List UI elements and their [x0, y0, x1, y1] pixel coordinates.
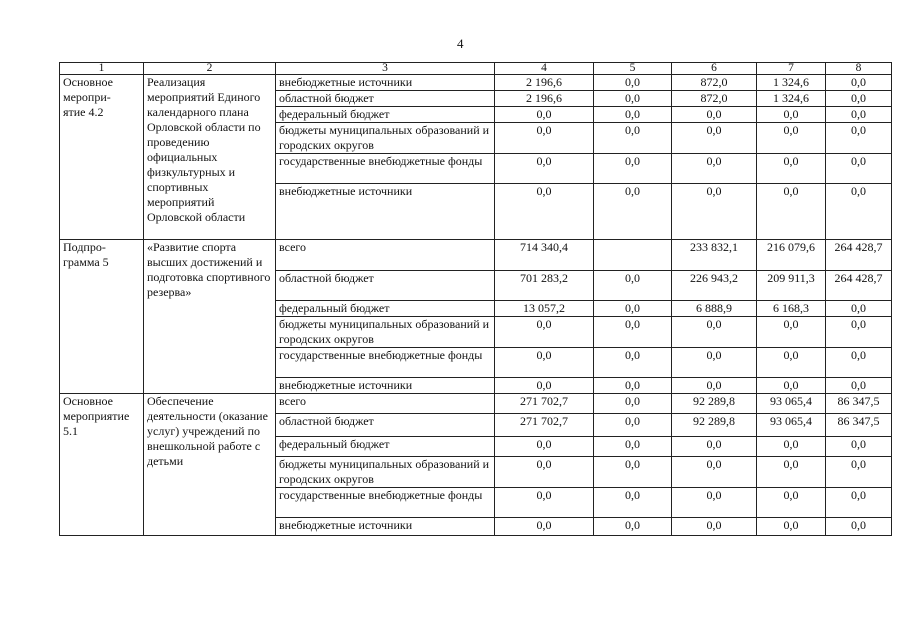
amount-cell: 2 196,6: [495, 91, 594, 107]
amount-cell: 2 196,6: [495, 75, 594, 91]
program-code-line: 5.1: [63, 424, 78, 438]
amount-cell: 0,0: [672, 488, 757, 518]
amount-cell: 0,0: [594, 457, 672, 488]
program-code-cell: [60, 75, 144, 240]
budget-table: [59, 62, 892, 536]
amount-cell: 0,0: [826, 123, 892, 154]
amount-cell: 209 911,3: [757, 271, 826, 301]
program-code-line: Основное: [63, 75, 113, 89]
amount-cell: 0,0: [495, 488, 594, 518]
amount-cell: 0,0: [826, 184, 892, 240]
amount-cell: 0,0: [594, 91, 672, 107]
program-title-cell: Обеспечение деятельности (оказание услуг) учреждений по внешкольной работе с детьми: [144, 394, 276, 536]
amount-cell: 0,0: [594, 154, 672, 184]
amount-cell: 0,0: [594, 378, 672, 394]
amount-cell: 0,0: [826, 75, 892, 91]
program-title-cell: Реализация мероприятий Единого календарного плана Орловской области по проведению официальных физкультурных и спортивных мероприятий Орловской области: [144, 75, 276, 240]
amount-cell: 0,0: [672, 437, 757, 457]
amount-cell: 0,0: [495, 154, 594, 184]
funding-source-cell: внебюджетные источники: [276, 518, 495, 536]
amount-cell: 1 324,6: [757, 75, 826, 91]
amount-cell: 0,0: [672, 184, 757, 240]
column-number: 4: [495, 63, 594, 75]
amount-cell: [594, 240, 672, 271]
amount-cell: 264 428,7: [826, 240, 892, 271]
amount-cell: 0,0: [826, 488, 892, 518]
funding-source-cell: федеральный бюджет: [276, 107, 495, 123]
amount-cell: 0,0: [672, 348, 757, 378]
amount-cell: 0,0: [672, 107, 757, 123]
budget-table-body: [60, 63, 892, 536]
amount-cell: 86 347,5: [826, 394, 892, 414]
amount-cell: 0,0: [594, 317, 672, 348]
amount-cell: 0,0: [757, 488, 826, 518]
program-code-line: меропри-: [63, 90, 111, 104]
amount-cell: 0,0: [826, 518, 892, 536]
amount-cell: 271 702,7: [495, 414, 594, 437]
amount-cell: 0,0: [757, 184, 826, 240]
funding-source-cell: бюджеты муниципальных образований и городских округов: [276, 123, 495, 154]
table-row: [60, 394, 892, 414]
amount-cell: 93 065,4: [757, 394, 826, 414]
amount-cell: 271 702,7: [495, 394, 594, 414]
amount-cell: 0,0: [757, 457, 826, 488]
funding-source-cell: бюджеты муниципальных образований и городских округов: [276, 317, 495, 348]
amount-cell: 0,0: [826, 317, 892, 348]
column-number: 7: [757, 63, 826, 75]
amount-cell: 92 289,8: [672, 414, 757, 437]
column-number: 2: [144, 63, 276, 75]
program-code-line: Основное: [63, 394, 113, 408]
column-number: 6: [672, 63, 757, 75]
amount-cell: 872,0: [672, 91, 757, 107]
column-number: 5: [594, 63, 672, 75]
amount-cell: 0,0: [594, 301, 672, 317]
amount-cell: 0,0: [672, 123, 757, 154]
funding-source-cell: внебюджетные источники: [276, 75, 495, 91]
amount-cell: 0,0: [757, 107, 826, 123]
amount-cell: 264 428,7: [826, 271, 892, 301]
funding-source-cell: федеральный бюджет: [276, 301, 495, 317]
amount-cell: 0,0: [594, 348, 672, 378]
program-code-cell: [60, 394, 144, 536]
funding-source-cell: областной бюджет: [276, 414, 495, 437]
amount-cell: 0,0: [826, 348, 892, 378]
amount-cell: 0,0: [495, 457, 594, 488]
funding-source-cell: всего: [276, 240, 495, 271]
funding-source-cell: государственные внебюджетные фонды: [276, 154, 495, 184]
program-title-cell: «Развитие спорта высших достижений и подготовка спортивного резерва»: [144, 240, 276, 394]
amount-cell: 13 057,2: [495, 301, 594, 317]
amount-cell: 0,0: [495, 107, 594, 123]
amount-cell: 701 283,2: [495, 271, 594, 301]
amount-cell: 0,0: [757, 154, 826, 184]
amount-cell: 93 065,4: [757, 414, 826, 437]
amount-cell: 0,0: [672, 317, 757, 348]
funding-source-cell: государственные внебюджетные фонды: [276, 348, 495, 378]
amount-cell: 0,0: [826, 301, 892, 317]
amount-cell: 233 832,1: [672, 240, 757, 271]
amount-cell: 6 168,3: [757, 301, 826, 317]
column-number: 3: [276, 63, 495, 75]
amount-cell: 872,0: [672, 75, 757, 91]
amount-cell: 0,0: [672, 154, 757, 184]
amount-cell: 0,0: [757, 437, 826, 457]
funding-source-cell: государственные внебюджетные фонды: [276, 488, 495, 518]
funding-source-cell: областной бюджет: [276, 91, 495, 107]
amount-cell: 0,0: [826, 457, 892, 488]
amount-cell: 0,0: [594, 488, 672, 518]
amount-cell: 0,0: [594, 271, 672, 301]
amount-cell: 0,0: [594, 518, 672, 536]
amount-cell: 0,0: [495, 123, 594, 154]
amount-cell: 0,0: [757, 378, 826, 394]
program-code-line: ятие 4.2: [63, 105, 104, 119]
amount-cell: 0,0: [495, 348, 594, 378]
table-row: [60, 240, 892, 271]
amount-cell: 0,0: [826, 91, 892, 107]
amount-cell: 1 324,6: [757, 91, 826, 107]
amount-cell: 0,0: [495, 437, 594, 457]
amount-cell: 0,0: [826, 378, 892, 394]
column-number: 1: [60, 63, 144, 75]
funding-source-cell: федеральный бюджет: [276, 437, 495, 457]
amount-cell: 0,0: [594, 184, 672, 240]
amount-cell: 0,0: [757, 317, 826, 348]
funding-source-cell: бюджеты муниципальных образований и городских округов: [276, 457, 495, 488]
amount-cell: 0,0: [757, 518, 826, 536]
column-number: 8: [826, 63, 892, 75]
amount-cell: 0,0: [594, 75, 672, 91]
program-code-line: Подпро-: [63, 240, 106, 254]
amount-cell: 0,0: [826, 107, 892, 123]
amount-cell: 0,0: [594, 394, 672, 414]
funding-source-cell: внебюджетные источники: [276, 184, 495, 240]
funding-source-cell: областной бюджет: [276, 271, 495, 301]
amount-cell: 0,0: [594, 437, 672, 457]
funding-source-cell: внебюджетные источники: [276, 378, 495, 394]
funding-source-cell: всего: [276, 394, 495, 414]
amount-cell: 0,0: [826, 437, 892, 457]
amount-cell: 0,0: [672, 457, 757, 488]
table-row: [60, 75, 892, 91]
amount-cell: 92 289,8: [672, 394, 757, 414]
amount-cell: 0,0: [495, 184, 594, 240]
program-code-line: грамма 5: [63, 255, 109, 269]
amount-cell: 0,0: [495, 518, 594, 536]
amount-cell: 0,0: [495, 378, 594, 394]
program-code-cell: [60, 240, 144, 394]
amount-cell: 0,0: [672, 378, 757, 394]
program-code-line: мероприятие: [63, 409, 130, 423]
amount-cell: 0,0: [757, 123, 826, 154]
amount-cell: 0,0: [495, 317, 594, 348]
amount-cell: 226 943,2: [672, 271, 757, 301]
amount-cell: 0,0: [672, 518, 757, 536]
amount-cell: 6 888,9: [672, 301, 757, 317]
amount-cell: 86 347,5: [826, 414, 892, 437]
amount-cell: 0,0: [757, 348, 826, 378]
amount-cell: 0,0: [594, 107, 672, 123]
amount-cell: 0,0: [594, 414, 672, 437]
amount-cell: 714 340,4: [495, 240, 594, 271]
amount-cell: 0,0: [826, 154, 892, 184]
column-number-row: [60, 63, 892, 75]
amount-cell: 216 079,6: [757, 240, 826, 271]
amount-cell: 0,0: [594, 123, 672, 154]
page-number: 4: [457, 36, 464, 51]
